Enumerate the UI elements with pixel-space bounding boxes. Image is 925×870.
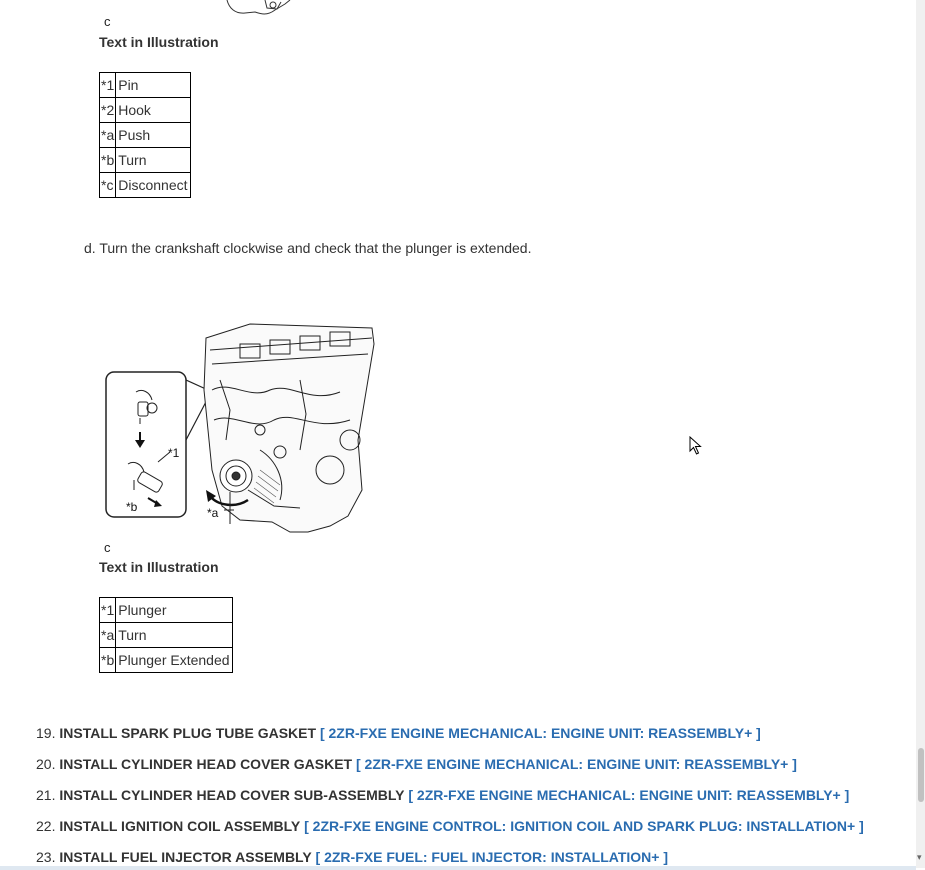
step-reference-link[interactable]: [ 2ZR-FXE ENGINE CONTROL: IGNITION COIL AND SPARK PLUG: INSTALLATION+ ]: [304, 818, 864, 834]
legend-code: *a: [100, 623, 116, 648]
step-number: 20.: [36, 756, 56, 772]
label-turn-marker: *a: [207, 506, 219, 520]
illustration-code: c: [104, 14, 111, 29]
table-row: [100, 73, 191, 98]
table-row: [100, 123, 191, 148]
vertical-scrollbar[interactable]: [916, 0, 925, 868]
list-item: [36, 724, 896, 755]
legend-code: *b: [100, 648, 116, 673]
step-reference-link[interactable]: [ 2ZR-FXE ENGINE MECHANICAL: ENGINE UNIT: REASSEMBLY+ ]: [355, 756, 797, 772]
list-item: [36, 817, 896, 848]
step-number: 19.: [36, 725, 56, 741]
table-row: [100, 98, 191, 123]
legend-text: Plunger Extended: [116, 648, 232, 673]
engine-crankshaft-illustration: [100, 320, 380, 546]
list-item: [36, 786, 896, 817]
list-item: [36, 755, 896, 786]
illustration-top-fragment: [215, 0, 305, 18]
legend-text: Turn: [116, 623, 232, 648]
legend-text: Plunger: [116, 598, 232, 623]
legend-code: *1: [100, 73, 116, 98]
label-plunger-extended-marker: *b: [126, 500, 138, 514]
step-title: INSTALL SPARK PLUG TUBE GASKET: [59, 725, 317, 741]
legend-code: *c: [100, 173, 116, 198]
step-d-instruction: d. Turn the crankshaft clockwise and check that the plunger is extended.: [84, 240, 532, 256]
text-in-illustration-heading: Text in Illustration: [99, 559, 219, 575]
scrollbar-thumb[interactable]: [918, 748, 924, 802]
step-title: INSTALL IGNITION COIL ASSEMBLY: [59, 818, 301, 834]
legend-text: Pin: [116, 73, 190, 98]
legend-code: *2: [100, 98, 116, 123]
step-title: INSTALL FUEL INJECTOR ASSEMBLY: [59, 849, 312, 865]
step-title: INSTALL CYLINDER HEAD COVER GASKET: [59, 756, 353, 772]
step-number: 23.: [36, 849, 56, 865]
step-reference-link[interactable]: [ 2ZR-FXE FUEL: FUEL INJECTOR: INSTALLATION+ ]: [315, 849, 669, 865]
legend-code: *a: [100, 123, 116, 148]
table-row: [100, 623, 233, 648]
list-item: [36, 848, 896, 868]
legend-text: Hook: [116, 98, 190, 123]
text-in-illustration-heading: Text in Illustration: [99, 34, 219, 50]
table-row: [100, 173, 191, 198]
legend-text: Push: [116, 123, 190, 148]
step-title: INSTALL CYLINDER HEAD COVER SUB-ASSEMBLY: [59, 787, 405, 803]
legend-code: *1: [100, 598, 116, 623]
step-number: 22.: [36, 818, 56, 834]
table-row: [100, 648, 233, 673]
illustration-legend-table: [99, 72, 191, 198]
label-plunger-marker: *1: [168, 446, 180, 460]
mouse-cursor-icon: [689, 436, 703, 456]
step-reference-link[interactable]: [ 2ZR-FXE ENGINE MECHANICAL: ENGINE UNIT: REASSEMBLY+ ]: [319, 725, 761, 741]
legend-code: *b: [100, 148, 116, 173]
step-number: 21.: [36, 787, 56, 803]
table-row: [100, 148, 191, 173]
scroll-down-arrow-icon[interactable]: ▾: [917, 852, 922, 862]
legend-text: Disconnect: [116, 173, 190, 198]
legend-text: Turn: [116, 148, 190, 173]
procedure-steps-list: [36, 724, 896, 868]
table-row: [100, 598, 233, 623]
illustration-code: c: [104, 540, 111, 555]
bottom-edge: [0, 866, 916, 870]
step-reference-link[interactable]: [ 2ZR-FXE ENGINE MECHANICAL: ENGINE UNIT: REASSEMBLY+ ]: [408, 787, 850, 803]
illustration-legend-table: [99, 597, 233, 673]
